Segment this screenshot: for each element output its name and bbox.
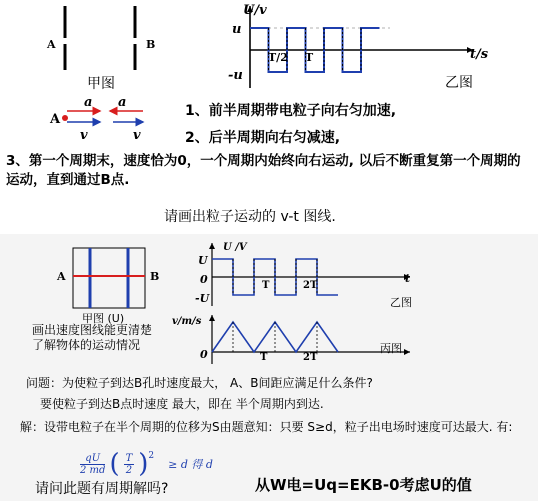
velocity-y-arrow: [209, 315, 215, 321]
velocity-x-arrow: [404, 349, 410, 355]
side-note: 画出速度图线能更清楚了解物体的运动情况: [32, 323, 153, 352]
bottom-v-u-neg: -U: [195, 292, 210, 305]
point-1: 1、前半周期带电粒子向右匀加速,: [185, 103, 397, 119]
top-fig-yi-caption: 乙图: [445, 75, 473, 91]
top-tick-half: T/2: [268, 51, 288, 64]
top-tick-T: T: [305, 51, 314, 64]
vel-tick-T: T: [260, 352, 268, 363]
question-text: 问题：为使粒子到达B孔时速度最大， A、B间距应满足什么条件?: [26, 376, 373, 390]
bottom-v-u-pos: U: [198, 254, 208, 267]
bottom-v-origin: 0: [200, 273, 208, 286]
arrow-label-v1: v: [80, 128, 88, 143]
top-plate-b-label: B: [146, 38, 156, 51]
solution-line-1: 解：设带电粒子在半个周期的位移为S由题意知：只要 S≥d，粒子出电场时速度可达最大. 有:: [20, 420, 513, 434]
top-x-label: t/s: [470, 47, 489, 62]
bottom-v-x-label: t: [405, 272, 411, 285]
top-fig-jia-caption: 甲图: [87, 76, 115, 92]
answer-line: 要使粒子到达B点时速度 最大，即在 半个周期内到达.: [40, 397, 324, 411]
prompt-text: 请画出粒子运动的 v-t 图线.: [164, 209, 336, 225]
arrow-label-A: A: [50, 112, 61, 127]
accel-arrows: [45, 95, 165, 145]
top-plate-a-label: A: [47, 38, 56, 51]
point-2: 2、后半周期向右匀减速,: [185, 130, 341, 146]
top-y-label: U/v: [243, 3, 267, 18]
arrow-label-a2: a: [118, 95, 127, 110]
arrow-label-v2: v: [133, 128, 141, 143]
top-u-pos: u: [232, 22, 242, 37]
final-question: 请问此题有周期解吗?: [35, 481, 169, 497]
vel-y-label: v/m/s: [172, 316, 202, 327]
formula: [80, 446, 213, 482]
bottom-voltage-y-arrow: [209, 243, 215, 249]
top-u-neg: -u: [228, 68, 243, 83]
formula-frac-1: [80, 453, 105, 476]
bottom-v-caption: 乙图: [390, 296, 412, 309]
formula-paren-close: ): [138, 449, 149, 479]
arrow-label-a1: a: [84, 95, 93, 110]
formula-num-2: T: [125, 452, 133, 464]
bottom-v-y-label: U /V: [223, 242, 247, 253]
bottom-v-tick-T: T: [262, 280, 270, 291]
bottom-plate-b-label: B: [150, 270, 160, 283]
bottom-fig-jia-caption: 甲图 (U): [82, 312, 125, 325]
final-hint: 从W电=Uq=EKB-0考虑U的值: [255, 476, 472, 494]
formula-den-1: 2 md: [80, 464, 106, 476]
point-3: 3、第一个周期末，速度恰为0，一个周期内始终向右运动, 以后不断重复第一个周期的运动，直到通过B点.: [6, 153, 521, 188]
formula-num-1: qU: [80, 453, 105, 465]
vel-origin: 0: [200, 348, 208, 361]
formula-power: 2: [148, 451, 155, 461]
vel-tick-2T: 2T: [303, 352, 318, 363]
formula-tail: ≥ d 得 d: [168, 458, 213, 471]
bottom-v-tick-2T: 2T: [303, 280, 318, 291]
vel-caption: 丙图: [380, 342, 402, 355]
particle-dot: [62, 115, 68, 121]
formula-paren-open: (: [109, 449, 120, 479]
circuit-loop: [73, 248, 145, 308]
bottom-plate-a-label: A: [57, 270, 66, 283]
formula-den-2: 2: [125, 464, 133, 476]
formula-frac-2: [124, 453, 135, 476]
